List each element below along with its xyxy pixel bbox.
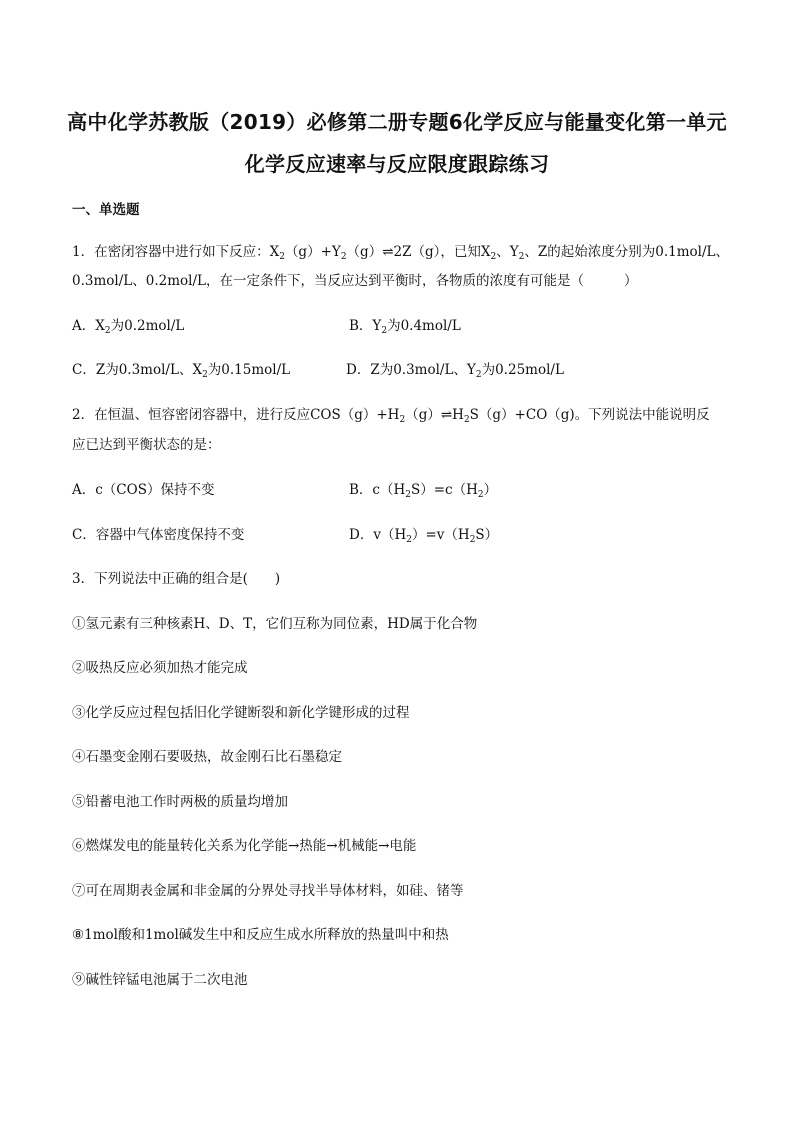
q2-option-d: D．$v(H_2)=v(H_2S)$ [349, 527, 499, 545]
q3-item: ⑨碱性锌锰电池属于二次电池 [72, 972, 248, 988]
q3-item: ⑥燃煤发电的能量转化关系为化学能→热能→机械能→电能 [72, 838, 417, 854]
q2-option-a: A．c（COS）保持不变 [72, 482, 215, 498]
q2-option-c: C．容器中气体密度保持不变 [72, 527, 245, 543]
q3-item: ②吸热反应必须加热才能完成 [72, 660, 248, 676]
q1-option-a: A．$X_2$为0.2mol/L [72, 318, 185, 336]
q3-item: ③化学反应过程包括旧化学键断裂和新化学键形成的过程 [72, 705, 410, 721]
q2-option-b: B．$c(H_2S)=c(H_2)$ [349, 482, 498, 500]
q3-item: ⑦可在周期表金属和非金属的分界处寻找半导体材料，如硅、锗等 [72, 883, 464, 899]
q1-option-d: D．Z为0.3mol/L、$Y_2$为0.25mol/L [346, 362, 564, 380]
document-title-line-2: 化学反应速率与反应限度跟踪练习 [244, 152, 550, 176]
q2-stem-line-2: 应已达到平衡状态的是： [72, 437, 221, 453]
q3-item: ⑤铅蓄电池工作时两极的质量均增加 [72, 794, 288, 810]
document-title-line-1: 高中化学苏教版（2019）必修第二册专题6化学反应与能量变化第一单元 [67, 110, 727, 134]
q1-stem-line-2: 0.3mol/L、0.2mol/L，在一定条件下，当反应达到平衡时，各物质的浓度有可能是（ ） [72, 273, 638, 289]
q3-item: ⑧1mol酸和1mol碱发生中和反应生成水所释放的热量叫中和热 [72, 927, 449, 943]
q1-stem-line-1: 1．在密闭容器中进行如下反应：$X_2(g)+Y_2(g)\rightleftharpoons 2Z(g)$，已知$X_2$、$Y_2$、Z的起始浓度分别为0.1mol/L、 [72, 244, 729, 262]
q1-option-c: C．Z为0.3mol/L、$X_2$为0.15mol/L [72, 362, 291, 380]
q3-item: ④石墨变金刚石要吸热，故金刚石比石墨稳定 [72, 749, 342, 765]
q2-stem-line-1: 2．在恒温、恒容密闭容器中，进行反应$COS(g)+H_2(g)\rightleftharpoons H_2S(g)+CO(g)$。下列说法中能说明反 [72, 407, 710, 425]
q3-stem: 3．下列说法中正确的组合是( ) [72, 571, 281, 587]
q1-option-b: B．$Y_2$为0.4mol/L [349, 318, 461, 336]
q3-item: ①氢元素有三种核素H、D、T，它们互称为同位素，HD属于化合物 [72, 616, 478, 632]
section-heading: 一、单选题 [72, 202, 140, 218]
